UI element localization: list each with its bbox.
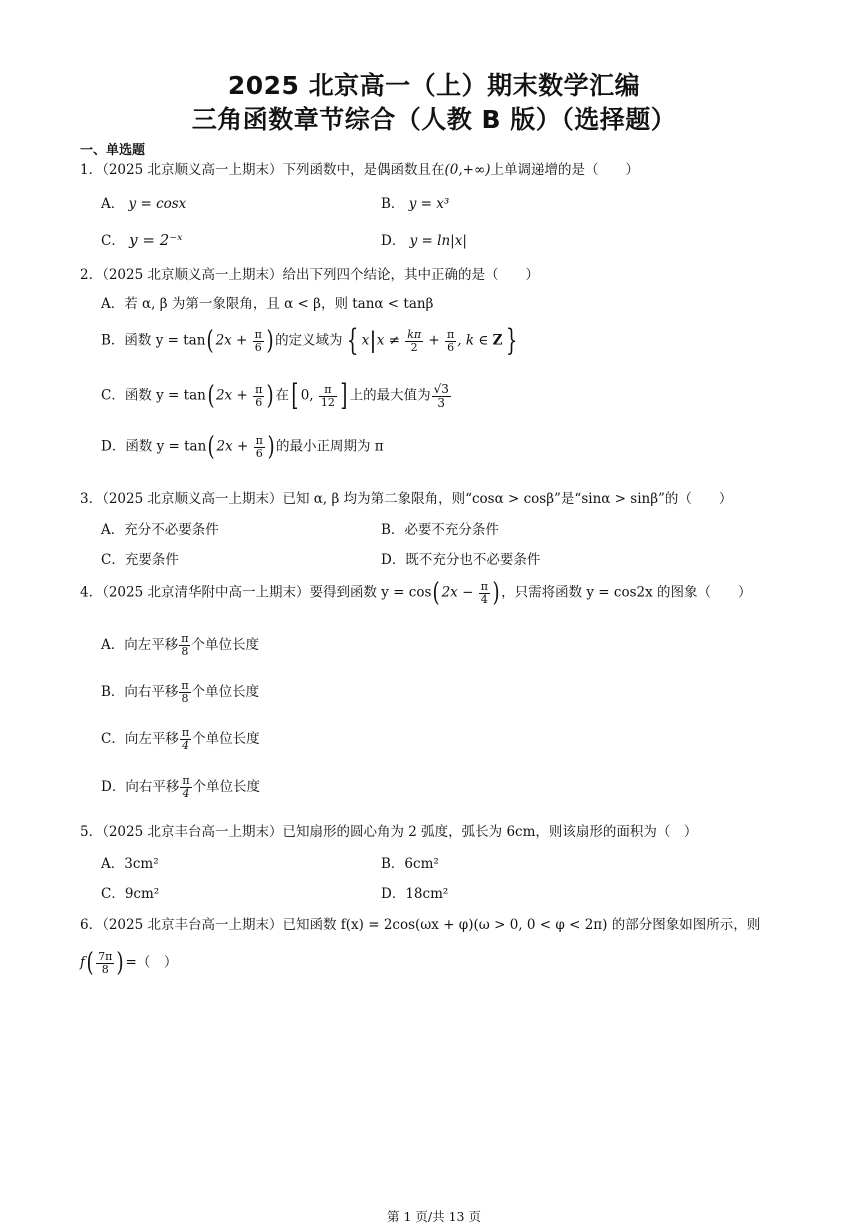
question-3-option-c: C．充要条件 [101,552,179,568]
question-2-option-d: D．函数 y = tan( 2x + $\frac{\pi}{6}$ ) 的最小正周期为 π [101,432,384,462]
question-6-line-2: f( $\frac{7\pi}{8}$ ) =（ ） [80,948,178,978]
question-6-stem: 6．（2025 北京丰台高一上期末）已知函数 f(x) = 2cos(ωx + φ)(ω > 0, 0 < φ < 2π) 的部分图象如图所示，则 [80,917,761,933]
question-1-option-b: B． y = x³ [381,196,450,212]
question-2-stem: 2．（2025 北京顺义高一上期末）给出下列四个结论，其中正确的是（ ） [80,267,539,283]
question-4-option-d: D．向右平移 $\frac{\pi}{4}$ 个单位长度 [101,774,261,800]
title-line-2: 三角函数章节综合（人教 B 版）（选择题） [191,105,677,134]
question-5-option-a: A．3cm² [101,856,159,872]
question-2-option-b: B．函数 y = tan( 2x + $\frac{\pi}{6}$ ) 的定义域为 { x|x ≠ $\frac{k\pi}{2}$ + $\frac{\pi}{6}$ , k ∈ Z } [101,323,518,358]
question-5-option-b: B．6cm² [381,856,439,872]
section-heading: 一、单选题 [80,143,146,158]
question-1-option-d: D． y = ln|x| [381,233,467,249]
question-4-option-b: B．向右平移 $\frac{\pi}{8}$ 个单位长度 [101,679,260,705]
question-3-option-b: B．必要不充分条件 [381,522,499,538]
question-1-option-a: A． y = cosx [101,196,187,212]
title-line-1: 2025 北京高一（上）期末数学汇编 [227,71,641,100]
question-5-stem: 5．（2025 北京丰台高一上期末）已知扇形的圆心角为 2 弧度，弧长为 6cm，则该扇形的面积为（ ） [80,824,698,840]
question-1-stem: 1．（2025 北京顺义高一上期末）下列函数中，是偶函数且在(0,+∞)上单调递增的是（ ） [80,162,639,178]
question-2-option-a: A．若 α, β 为第一象限角，且 α < β，则 tanα < tanβ [101,296,434,312]
page-footer: 第 1 页/共 13 页 [387,1209,481,1224]
question-3-option-d: D．既不充分也不必要条件 [381,552,541,568]
question-1-interval: (0,+∞) [444,162,491,178]
question-2-option-c: C．函数 y = tan( 2x + $\frac{\pi}{6}$ ) 在[ 0, $\frac{\pi}{12}$ ] 上的最大值为 $\frac{√3}{3}$ [101,378,449,413]
question-3-stem: 3．（2025 北京顺义高一上期末）已知 α, β 均为第二象限角，则“cosα > cosβ”是“sinα > sinβ”的（ ） [80,491,733,507]
question-4-option-c: C．向左平移 $\frac{\pi}{4}$ 个单位长度 [101,726,260,752]
question-3-option-a: A．充分不必要条件 [101,522,219,538]
question-1-option-c: C． y = 2⁻ˣ [101,231,183,249]
question-4-stem: 4．（2025 北京清华附中高一上期末）要得到函数 y = cos( 2x − $\frac{\pi}{4}$ ) ，只需将函数 y = cos2x 的图象（ ） [80,578,752,608]
question-4-option-a: A．向左平移 $\frac{\pi}{8}$ 个单位长度 [101,632,259,658]
question-5-option-c: C．9cm² [101,886,160,902]
question-5-option-d: D．18cm² [381,886,449,902]
